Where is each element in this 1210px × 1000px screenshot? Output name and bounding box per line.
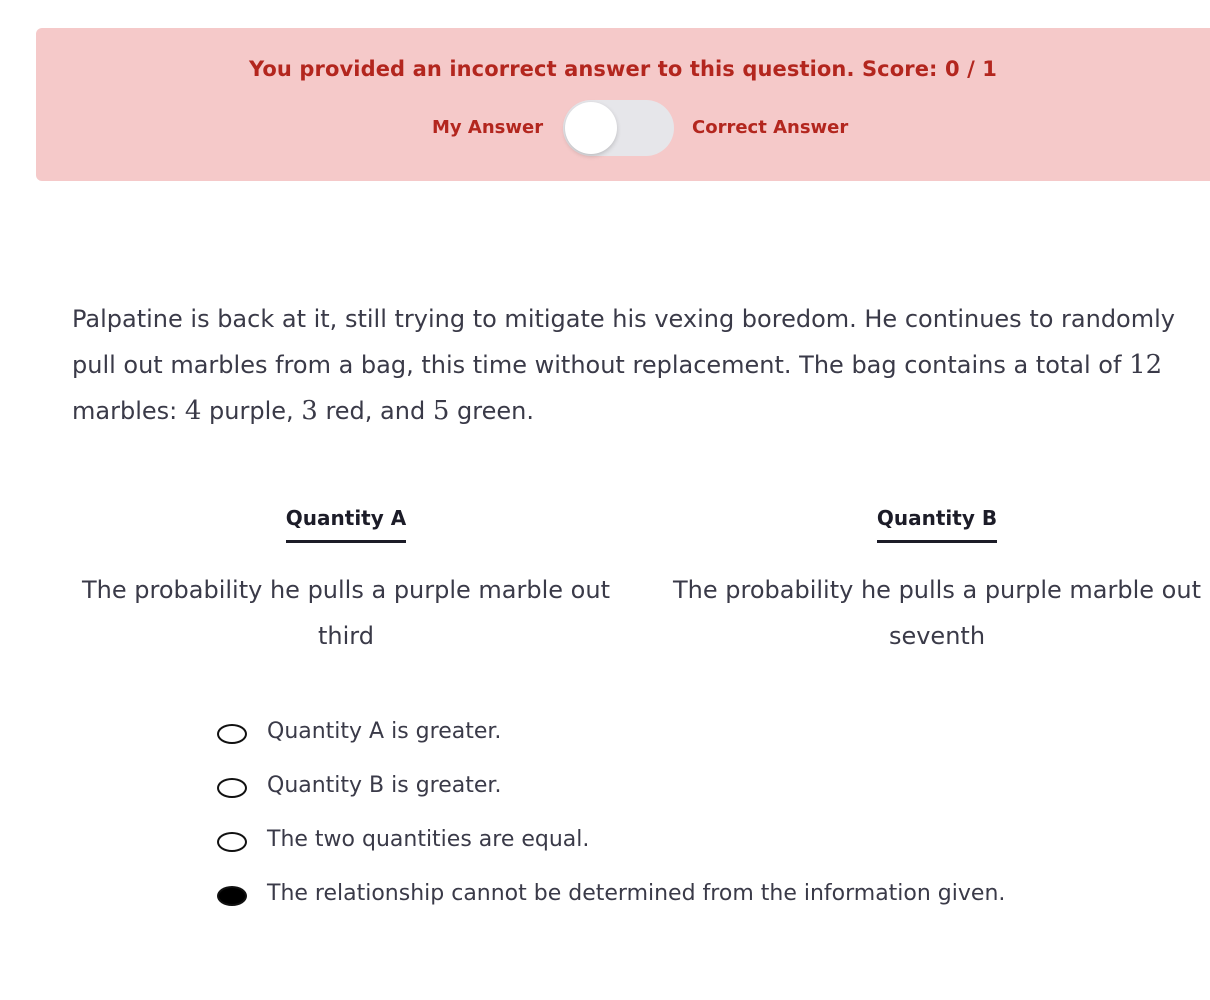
correct-answer-label[interactable]: Correct Answer [692, 117, 849, 138]
question-text: red, and [317, 397, 433, 425]
purple-count: 4 [184, 396, 202, 426]
red-count: 3 [301, 396, 318, 426]
radio-button[interactable] [217, 778, 247, 798]
quantity-a-text: The probability he pulls a purple marble out third [82, 576, 610, 650]
my-answer-label[interactable]: My Answer [432, 117, 544, 138]
option-label: Quantity B is greater. [267, 773, 502, 798]
quantity-a-column [76, 506, 616, 659]
total-marbles: 12 [1129, 350, 1163, 380]
radio-button[interactable] [217, 832, 247, 852]
radio-button[interactable] [217, 886, 247, 906]
option-label: The two quantities are equal. [267, 827, 590, 852]
toggle-knob[interactable] [565, 102, 617, 154]
quantity-b-heading: Quantity B [877, 506, 997, 543]
answer-toggle-row [36, 100, 1210, 156]
option-label: The relationship cannot be determined from the information given. [267, 881, 1006, 906]
question-text: green. [449, 397, 534, 425]
result-banner [36, 28, 1210, 181]
question-text: marbles: [72, 397, 185, 425]
quantity-b-text: The probability he pulls a purple marble out seventh [673, 576, 1201, 650]
radio-button[interactable] [217, 724, 247, 744]
quantity-a-heading: Quantity A [286, 506, 406, 543]
option-label: Quantity A is greater. [267, 719, 502, 744]
question-text: Palpatine is back at it, still trying to mitigate his vexing boredom. He continues to randomly pull out marbles from a bag, this time without replacement. The bag contains a total of [72, 305, 1175, 379]
quantity-b-column [667, 506, 1207, 659]
question-stem [72, 296, 1202, 434]
green-count: 5 [432, 396, 450, 426]
score-message: You provided an incorrect answer to this question. Score: 0 / 1 [249, 57, 997, 81]
question-text: purple, [201, 397, 302, 425]
answer-toggle-switch[interactable] [563, 100, 674, 156]
